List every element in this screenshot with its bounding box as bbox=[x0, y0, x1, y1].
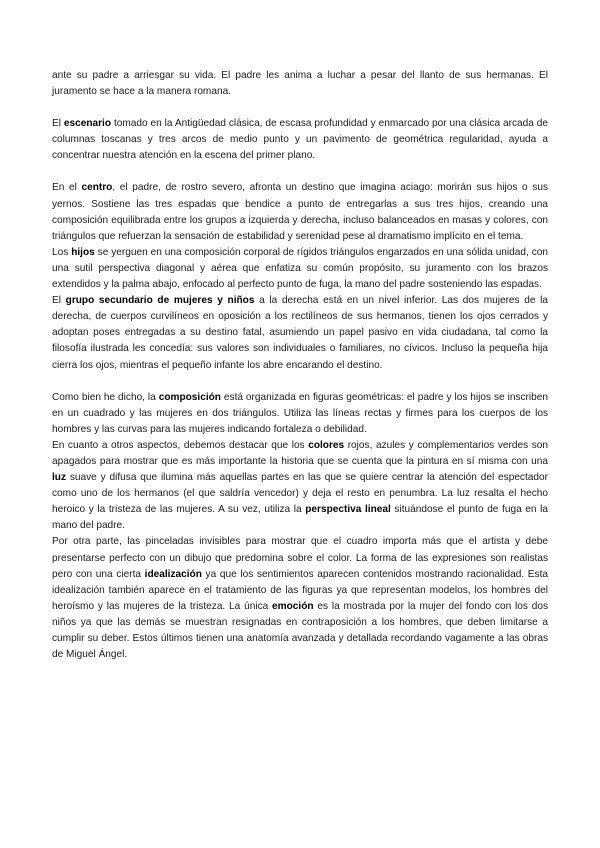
text-run: En el bbox=[52, 182, 82, 194]
paragraph-p8 bbox=[52, 534, 548, 663]
paragraph-p7 bbox=[52, 438, 548, 535]
paragraph-p3 bbox=[52, 180, 548, 244]
bold-term: emoción bbox=[272, 600, 314, 612]
document-page bbox=[52, 68, 548, 663]
text-run: tomado en la Antigüedad clásica, de escasa profundidad y enmarcado por una clásica arcada de columnas toscanas y tres arcos de medio punto y un pavimento de geométrica regularidad, ayuda a concentrar nuestra atención en la escena del primer plano. bbox=[52, 118, 549, 162]
text-run: El bbox=[52, 295, 66, 307]
text-run: situándose el punto de fuga en la mano del padre. bbox=[52, 504, 548, 532]
text-run: En cuanto a otros aspectos, debemos destacar que los bbox=[52, 439, 309, 451]
bold-term: grupo secundario de mujeres y niños bbox=[65, 295, 255, 307]
paragraph-p6 bbox=[52, 390, 548, 438]
text-run: a la derecha está en un nivel inferior. Las dos mujeres de la derecha, de cuerpos curvilíneos en oposición a los rectilíneos de sus hermanos, tienen los ojos cerrados y adoptan poses entregadas a su destino fatal, asumiendo un papel pasivo en vida ciudadana, tal como la filosofía ilustrada les concedía: sus valores son individuales o familiares, no cívicos. Incluso la pequeña hija cierra los ojos, mientras el pequeño infante los abre encarando el destino. bbox=[52, 295, 549, 371]
paragraph-gap bbox=[52, 374, 548, 390]
paragraph-p5 bbox=[52, 293, 548, 373]
paragraph-p1 bbox=[52, 68, 548, 100]
text-run: El bbox=[52, 118, 64, 130]
text-run: ya que los sentimientos aparecen contenidos mostrando racionalidad. Esta idealización también aparece en el tratamiento de las figuras ya que representan modelos, los hombres del heroísmo y las mujeres de la tristeza. La única bbox=[52, 568, 549, 612]
text-run: , el padre, de rostro severo, afronta un destino que imagina aciago: morirán sus hijos o sus yernos. Sostiene las tres espadas que bendice a punto de entregarlas a sus tres hijos, creando una composición equilibrada entre los grupos a izquierda y derecha, incluso balanceados en masas y colores, con triángulos que refuerzan la sensación de estabilidad y serenidad pese al dramatismo implícito en el tema. bbox=[52, 182, 548, 242]
text-run: se yerguen en una composición corporal de rígidos triángulos engarzados en una sólida unidad, con una sutil perspectiva diagonal y aérea que enfatiza su común propósito, su juramento con los brazos extendidos y la palma abajo, enfocado al perfecto punto de fuga, la mano del padre sosteniendo las espadas. bbox=[52, 246, 548, 291]
text-run: rojos, azules y complementarios verdes son apagados para mostrar que es más importante la historia que se cuenta que la pintura en sí misma con una bbox=[52, 439, 548, 467]
text-run: Como bien he dicho, la bbox=[52, 391, 159, 403]
text-run: ante su padre a arriesgar su vida. El padre les anima a luchar a pesar del llanto de sus hermanas. El juramento se hace a la manera romana. bbox=[52, 70, 548, 98]
text-run: suave y difusa que ilumina más aquellas partes en las que se quiere centrar la atención del espectador como uno de los hermanos (el que saldría vencedor) y deja el resto en penumbra. La luz resalta el hecho heroico y la tristeza de las mujeres. A su vez, utiliza la bbox=[52, 472, 548, 516]
bold-term: centro bbox=[81, 182, 113, 194]
bold-term: colores bbox=[308, 439, 345, 451]
paragraph-p4 bbox=[52, 245, 548, 293]
bold-term: escenario bbox=[63, 118, 112, 130]
bold-term: luz bbox=[52, 472, 67, 484]
text-run: Por otra parte, las pinceladas invisibles para mostrar que el cuadro importa más que el artista y debe presentarse perfecto con un dibujo que predomina sobre el color. La forma de las expresiones son realistas pero con una cierta bbox=[52, 536, 548, 580]
paragraph-gap bbox=[52, 164, 548, 180]
bold-term: hijos bbox=[71, 246, 95, 258]
paragraph-p2 bbox=[52, 116, 548, 164]
bold-term: idealización bbox=[144, 568, 202, 580]
paragraph-gap bbox=[52, 100, 548, 116]
text-run: es la mostrada por la mujer del fondo con los dos niños ya que las demás se muestran resignadas en contraposición a los hombres, que deben limitarse a cumplir su deber. Estos últimos tienen una anatomía avanzada y detallada recordando vagamente a las obras de Miguel Ángel. bbox=[52, 600, 548, 661]
bold-term: perspectiva lineal bbox=[305, 504, 391, 516]
text-run: Los bbox=[52, 246, 72, 258]
text-run: está organizada en figuras geométricas: el padre y los hijos se inscriben en un cuadrado y las mujeres en dos triángulos. Utiliza las líneas rectas y firmes para los cuerpos de los hombres y las curvas para las mujeres indicando fortaleza o debilidad. bbox=[52, 391, 548, 435]
bold-term: composición bbox=[158, 391, 221, 403]
